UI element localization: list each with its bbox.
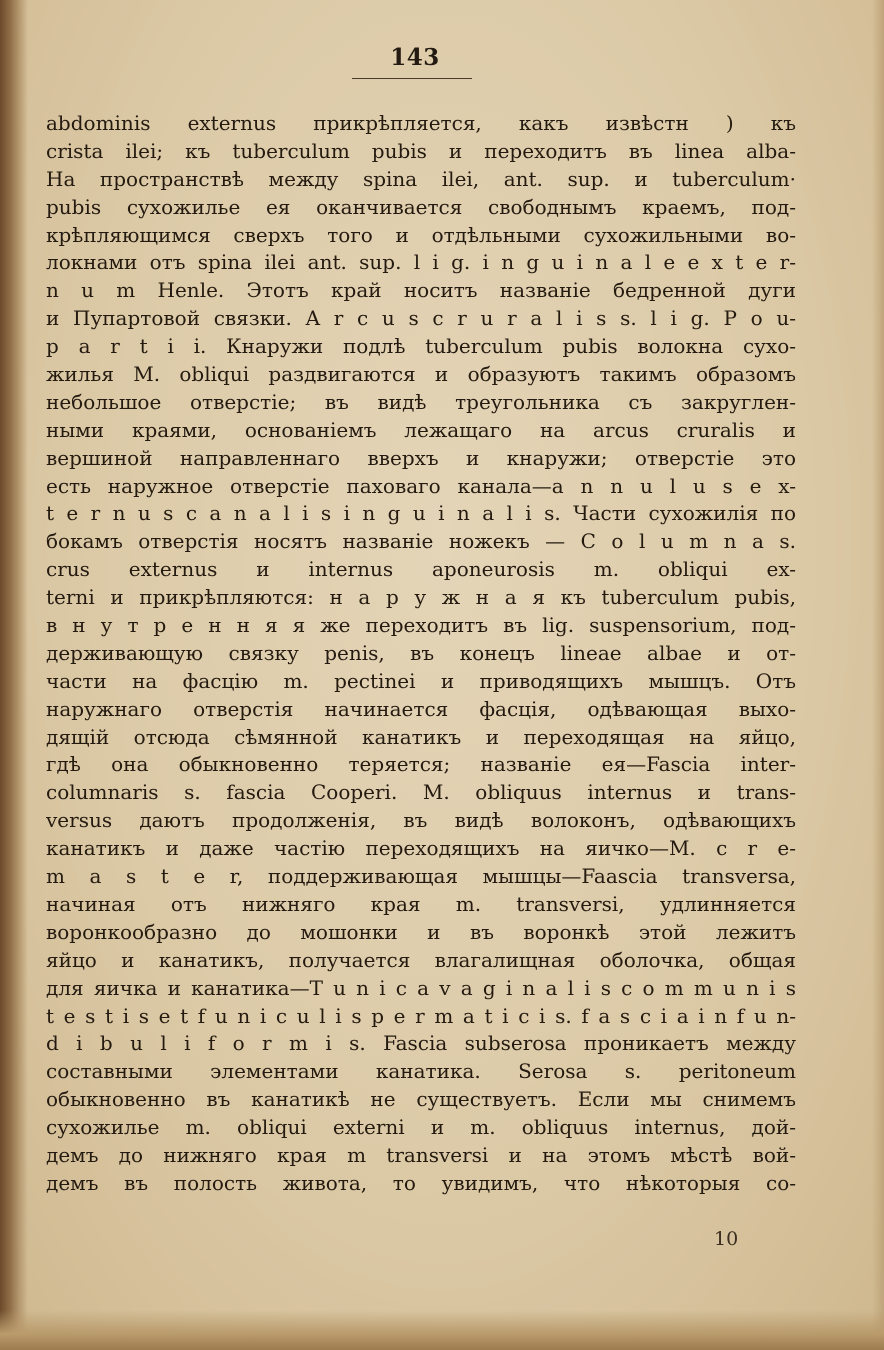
text-line: небольшое отверстіе; въ видѣ треугольника съ закруглен- [46,389,796,414]
text-line: гдѣ она обыкновенно теряется; названіе ея—Fascia inter- [46,752,796,777]
text-line: сухожилье m. obliqui externi и m. obliquus internus, дой- [46,1115,796,1140]
header-rule [352,78,472,79]
book-spine-shadow [0,0,28,1350]
text-line: d i b u l i f o r m i s. Fascia subserosa проникаетъ между [46,1031,796,1056]
text-line: t e r n u s c a n a l i s i n g u i n a l i s. Части сухожилія по [46,501,796,526]
text-line: дящій отсюда сѣмянной канатикъ и переходящая на яйцо, [46,724,796,749]
text-line: есть наружное отверстіе паховаго канала—a n n u l u s e x- [46,473,796,498]
text-line: crus externus и internus aponeurosis m. obliqui ex- [46,557,796,582]
text-line: n u m Henle. Этотъ край носитъ названіе бедренной дуги [46,278,796,303]
text-line: pubis сухожилье ея оканчивается свободнымъ краемъ, под- [46,194,796,219]
text-line: составными элементами канатика. Serosa s. peritoneum [46,1059,796,1084]
text-line: начиная отъ нижняго края m. transversi, удлинняется [46,891,796,916]
page-number: 143 [390,44,440,71]
text-line: в н у т р е н н я я же переходитъ въ lig. suspensorium, под- [46,613,796,638]
text-line: ными краями, основаніемъ лежащаго на arcus cruralis и [46,417,796,442]
text-line: яйцо и канатикъ, получается влагалищная оболочка, общая [46,947,796,972]
text-line: abdominis externus прикрѣпляется, какъ извѣстн ) къ [46,111,796,135]
text-line: columnaris s. fascia Cooperi. M. obliquus internus и trans- [46,780,796,805]
text-line: канатикъ и даже частію переходящихъ на яичко—M. c r e- [46,836,796,861]
text-line: обыкновенно въ канатикѣ не существуетъ. Если мы снимемъ [46,1087,796,1112]
text-line: крѣпляющимся сверхъ того и отдѣльными сухожильными во- [46,222,796,247]
text-line: жилья M. obliqui раздвигаются и образуютъ такимъ образомъ [46,362,796,387]
text-line: versus даютъ продолженія, въ видѣ волоконъ, одѣвающихъ [46,808,796,833]
text-line: части на фасцію m. pectinei и приводящихъ мышцъ. Отъ [46,668,796,693]
signature-mark: 10 [714,1228,739,1250]
text-line: демъ до нижняго края m transversi и на этомъ мѣстѣ вой- [46,1142,796,1167]
text-line: для яичка и канатика—T u n i c a v a g i n a l i s c o m m u n i s [46,975,796,1000]
page-right-edge [872,0,884,1350]
text-line: наружнаго отверстія начинается фасція, одѣвающая выхо- [46,696,796,721]
text-line: На пространствѣ между spina ilei, ant. sup. и tuberculum· [46,166,796,191]
text-line: бокамъ отверстія носятъ названіе ножекъ — C o l u m n a s. [46,529,796,554]
text-line: crista ilei; къ tuberculum pubis и переходитъ въ linea alba- [46,138,796,163]
text-line: вершиной направленнаго вверхъ и кнаружи; отверстіе это [46,445,796,470]
text-line: m a s t e r, поддерживающая мышцы—Faascia transversa, [46,864,796,889]
text-line: локнами отъ spina ilei ant. sup. l i g. i n g u i n a l e e x t e r- [46,250,796,275]
text-line: воронкообразно до мошонки и въ воронкѣ этой лежитъ [46,919,796,944]
text-line: t e s t i s e t f u n i c u l i s p e r m a t i c i s. f a s c i a i n f u n- [46,1003,796,1028]
body-text [46,110,796,1198]
page-bottom-edge [0,1310,884,1350]
text-line: и Пупартовой связки. A r c u s c r u r a l i s s. l i g. P o u- [46,306,796,331]
text-line: terni и прикрѣпляются: н а р у ж н а я къ tuberculum pubis, [46,585,796,610]
text-line: p a r t i i. Кнаружи подлѣ tuberculum pubis волокна сухо- [46,334,796,359]
text-line: демъ въ полость живота, то увидимъ, что нѣкоторыя со- [46,1170,796,1195]
text-line: держивающую связку penis, въ конецъ lineae albae и от- [46,640,796,665]
